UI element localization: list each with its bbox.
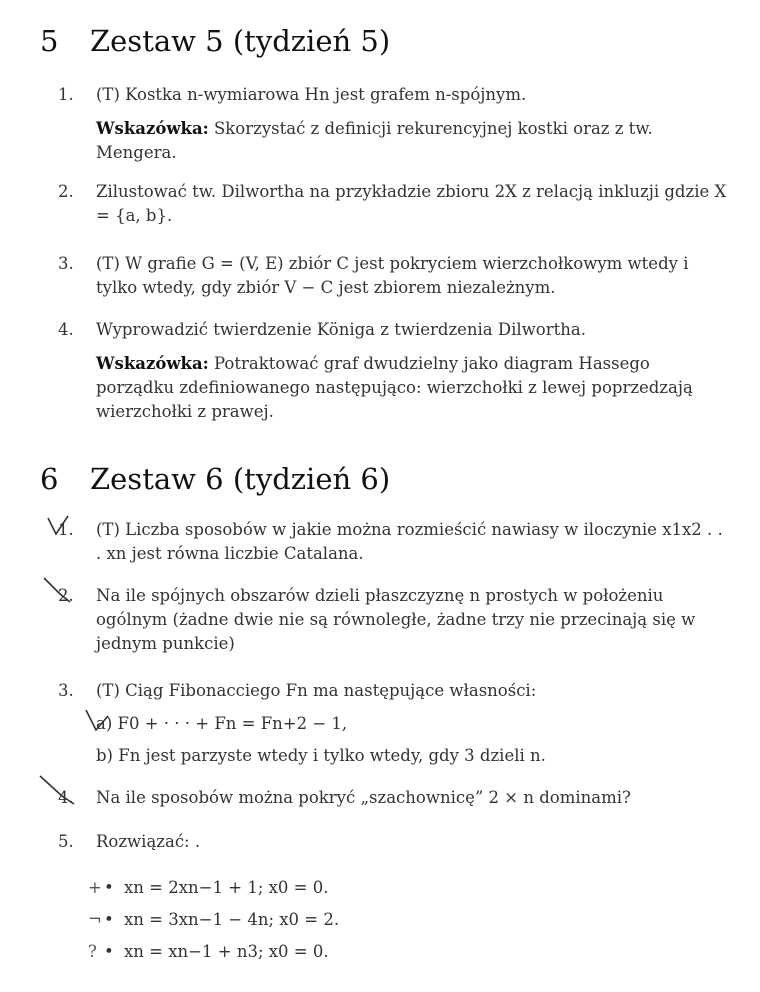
exercise-6-3 bbox=[58, 679, 730, 703]
hint-text: Skorzystać z definicji rekurencyjnej kostki oraz z tw. Mengera. bbox=[96, 119, 653, 162]
exercise-number: 1. bbox=[58, 85, 74, 104]
exercise-number: 5. bbox=[58, 832, 74, 851]
exercise-text: (T) Liczba sposobów w jakie można rozmieścić nawiasy w iloczynie x1x2 . . . xn jest równa liczbie Catalana. bbox=[96, 520, 723, 563]
hint-label: Wskazówka: bbox=[96, 119, 209, 138]
exercise-text: (T) W grafie G = (V, E) zbiór C jest pokryciem wierzchołkowym wtedy i tylko wtedy, gdy zbiór V − C jest zbiorem niezależnym. bbox=[96, 254, 689, 297]
hint-5-4 bbox=[96, 352, 726, 424]
exercise-text: Zilustować tw. Dilwortha na przykładzie zbioru 2X z relacją inkluzji gdzie X = {a, b}. bbox=[96, 182, 727, 225]
bullet-icon: • bbox=[104, 942, 114, 961]
handwritten-mark: ¬ bbox=[88, 910, 102, 929]
exercise-number: 4. bbox=[58, 320, 74, 339]
exercise-number: 2. bbox=[58, 586, 74, 605]
hint-text: Potraktować graf dwudzielny jako diagram Hassego porządku zdefiniowanego następująco: wierzchołki z lewej poprzedzają wierzchołki z prawej. bbox=[96, 354, 693, 421]
recurrence-1 bbox=[88, 876, 328, 900]
handwritten-check-icon bbox=[82, 706, 112, 736]
handwritten-check-icon bbox=[44, 512, 74, 542]
exercise-text: Wyprowadzić twierdzenie Königa z twierdzenia Dilwortha. bbox=[96, 320, 586, 339]
handwritten-check-icon bbox=[36, 772, 80, 812]
exercise-text: (T) Kostka n-wymiarowa Hn jest grafem n-spójnym. bbox=[96, 85, 527, 104]
section-6-heading bbox=[40, 462, 390, 496]
hint-5-1 bbox=[96, 117, 726, 165]
exercise-text: (T) Ciąg Fibonacciego Fn ma następujące własności: bbox=[96, 681, 537, 700]
exercise-number: 1. bbox=[58, 520, 74, 539]
exercise-5-1 bbox=[58, 83, 730, 107]
exercise-5-4 bbox=[58, 318, 730, 342]
section-5-heading bbox=[40, 24, 390, 58]
exercise-6-1 bbox=[58, 518, 730, 566]
exercise-number: 3. bbox=[58, 254, 74, 273]
hint-label: Wskazówka: bbox=[96, 354, 209, 373]
recurrence-2 bbox=[88, 908, 339, 932]
exercise-text: Na ile sposobów można pokryć „szachownicę” 2 × n dominami? bbox=[96, 788, 631, 807]
exercise-text: Na ile spójnych obszarów dzieli płaszczyznę n prostych w położeniu ogólnym (żadne dwie nie są równoległe, żadne trzy nie przecinają się w jednym punkcie) bbox=[96, 586, 696, 653]
exercise-6-2 bbox=[58, 584, 730, 656]
handwritten-check-icon bbox=[40, 574, 76, 610]
exercise-5-3 bbox=[58, 252, 730, 300]
section-number: 6 bbox=[40, 462, 59, 496]
bullet-icon: • bbox=[104, 878, 114, 897]
exercise-6-4 bbox=[58, 786, 730, 810]
recurrence-equation: xn = 2xn−1 + 1; x0 = 0. bbox=[124, 878, 329, 897]
recurrence-equation: xn = xn−1 + n3; x0 = 0. bbox=[124, 942, 329, 961]
recurrence-3 bbox=[88, 940, 329, 964]
exercise-text: Rozwiązać: . bbox=[96, 832, 201, 851]
section-title: Zestaw 5 (tydzień 5) bbox=[90, 24, 391, 58]
section-number: 5 bbox=[40, 24, 59, 58]
bullet-icon: • bbox=[104, 910, 114, 929]
recurrence-equation: xn = 3xn−1 − 4n; x0 = 2. bbox=[124, 910, 340, 929]
exercise-6-5 bbox=[58, 830, 730, 854]
section-title: Zestaw 6 (tydzień 6) bbox=[90, 462, 391, 496]
exercise-number: 3. bbox=[58, 681, 74, 700]
exercise-6-3-part-a: a) F0 + · · · + Fn = Fn+2 − 1, bbox=[96, 714, 348, 733]
exercise-number: 4. bbox=[58, 788, 74, 807]
exercise-6-3-part-b: b) Fn jest parzyste wtedy i tylko wtedy, gdy 3 dzieli n. bbox=[96, 746, 546, 765]
exercise-5-2 bbox=[58, 180, 730, 228]
handwritten-mark: ? bbox=[88, 942, 97, 961]
exercise-number: 2. bbox=[58, 182, 74, 201]
handwritten-mark: + bbox=[88, 878, 102, 897]
